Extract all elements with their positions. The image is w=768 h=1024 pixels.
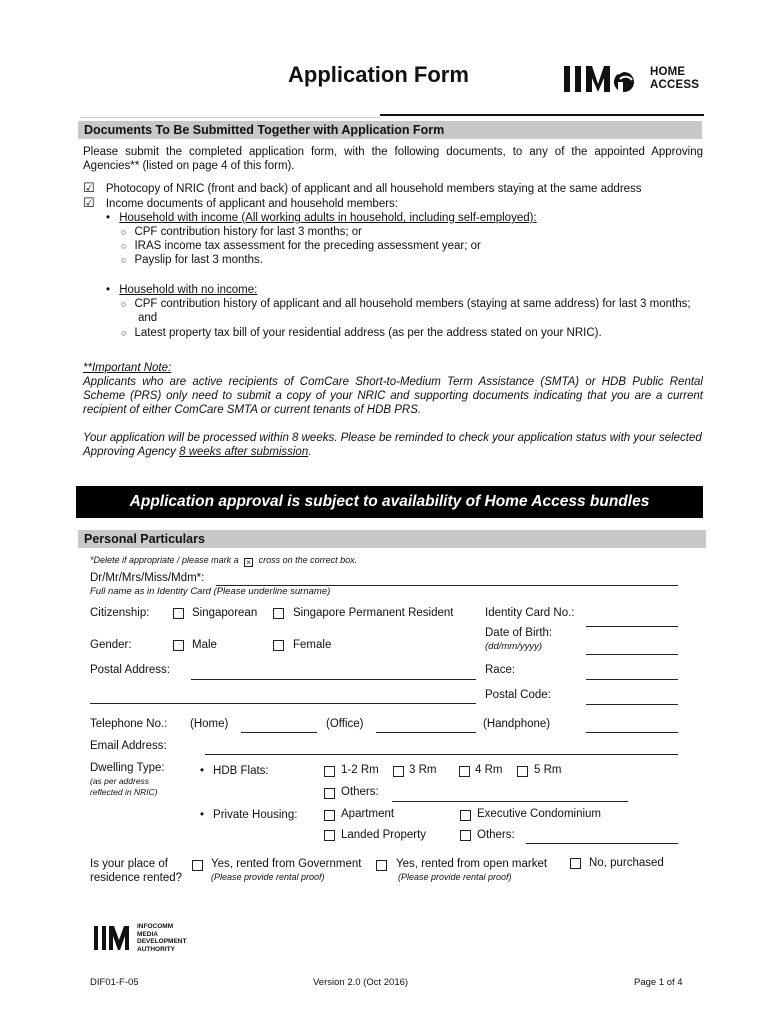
postal-address-label: Postal Address: xyxy=(90,664,170,676)
bullet-icon: • xyxy=(106,212,111,224)
hdb-4rm-label: 4 Rm xyxy=(475,764,503,776)
rental-proof-hint-2: (Please provide rental proof) xyxy=(398,872,512,882)
home-phone-label: (Home) xyxy=(190,718,229,730)
salutation-label: Dr/Mr/Mrs/Miss/Mdm*: xyxy=(90,572,205,584)
private-ec-checkbox[interactable] xyxy=(460,810,471,821)
postal-address-input-2[interactable] xyxy=(90,703,476,704)
hdb-3rm-checkbox[interactable] xyxy=(393,766,404,777)
cross-box-icon: × xyxy=(244,558,253,567)
handphone-input[interactable] xyxy=(586,732,678,733)
citizenship-label: Citizenship: xyxy=(90,607,150,619)
private-apartment-checkbox[interactable] xyxy=(324,810,335,821)
identity-card-input[interactable] xyxy=(586,626,678,627)
rented-government-label: Yes, rented from Government xyxy=(211,858,362,870)
title-divider-thin xyxy=(80,117,380,118)
dob-input[interactable] xyxy=(586,654,678,655)
important-note: **Important Note: Applicants who are active recipients of ComCare Short-to-Medium Term Assistance (SMTA) or HDB Public Rental Scheme (PRS) only need to submit a copy of your NRIC and supporting documents indicating that you are a current recipient of either ComCare SMTA or current tenants of HDB PRS. xyxy=(83,362,703,416)
imda-icon xyxy=(93,924,135,952)
bullet-icon: • xyxy=(200,765,205,777)
hdb-others-label: Others: xyxy=(341,786,379,798)
with-income-list xyxy=(121,225,481,267)
circle-bullet-icon: ○ xyxy=(121,241,127,251)
citizenship-pr-label: Singapore Permanent Resident xyxy=(293,607,454,619)
circle-bullet-icon: ○ xyxy=(121,255,127,265)
telephone-label: Telephone No.: xyxy=(90,718,168,730)
hdb-others-checkbox[interactable] xyxy=(324,788,335,799)
gender-male-label: Male xyxy=(192,639,217,651)
list-item: ○ IRAS income tax assessment for the preceding assessment year; or xyxy=(121,240,481,252)
dwelling-hint: (as per address reflected in NRIC) xyxy=(90,776,158,797)
private-ec-label: Executive Condominium xyxy=(477,808,602,820)
check-item-income: ☑ Income documents of applicant and household members: xyxy=(83,195,399,210)
rental-proof-hint-1: (Please provide rental proof) xyxy=(211,872,325,882)
household-no-income: • Household with no income: xyxy=(106,284,258,296)
bullet-icon: • xyxy=(106,284,111,296)
private-others-input[interactable] xyxy=(526,843,678,844)
private-others-checkbox[interactable] xyxy=(460,830,471,841)
no-income-list: ○ CPF contribution history of applicant and all household members (staying at same address) for last 3 months; and ○ Latest property tax bill of your residential address (as per the address stated on your NRIC). xyxy=(121,297,706,340)
gender-male-checkbox[interactable] xyxy=(173,640,184,651)
identity-card-label: Identity Card No.: xyxy=(485,607,575,619)
citizenship-singaporean-label: Singaporean xyxy=(192,607,258,619)
availability-banner: Application approval is subject to availability of Home Access bundles xyxy=(76,486,703,518)
gender-label: Gender: xyxy=(90,639,132,651)
no-purchased-checkbox[interactable] xyxy=(570,858,581,869)
postal-code-input[interactable] xyxy=(586,704,678,705)
rented-open-market-checkbox[interactable] xyxy=(376,860,387,871)
gender-female-label: Female xyxy=(293,639,332,651)
page-number: Page 1 of 4 xyxy=(634,977,683,988)
private-landed-label: Landed Property xyxy=(341,829,427,841)
imda-logo-text: INFOCOMM MEDIA DEVELOPMENT AUTHORITY xyxy=(137,923,187,953)
checked-box-icon: ☑ xyxy=(83,195,95,210)
list-item: ○ Payslip for last 3 months. xyxy=(121,254,263,266)
private-landed-checkbox[interactable] xyxy=(324,830,335,841)
processing-note: Your application will be processed within 8 weeks. Please be reminded to check your application status with your selected Approving Agency 8 weeks after submission. xyxy=(83,432,702,458)
no-purchased-label: No, purchased xyxy=(589,857,664,869)
hdb-1-2rm-label: 1-2 Rm xyxy=(341,764,379,776)
list-item: ○ CPF contribution history for last 3 months; or xyxy=(121,226,362,238)
email-input[interactable] xyxy=(205,754,678,755)
dob-hint: (dd/mm/yyyy) xyxy=(485,641,542,652)
home-phone-input[interactable] xyxy=(241,732,317,733)
list-item: ○ Latest property tax bill of your residential address (as per the address stated on your NRIC). xyxy=(121,327,602,339)
hdb-5rm-label: 5 Rm xyxy=(534,764,562,776)
hdb-1-2rm-checkbox[interactable] xyxy=(324,766,335,777)
postal-code-label: Postal Code: xyxy=(485,689,551,701)
dob-label: Date of Birth: xyxy=(485,627,553,639)
fullname-hint: Full name as in Identity Card (Please underline surname) xyxy=(90,586,331,597)
private-apartment-label: Apartment xyxy=(341,808,395,820)
check-item-nric: ☑ Photocopy of NRIC (front and back) of applicant and all household members staying at the same address xyxy=(83,180,642,195)
citizenship-pr-checkbox[interactable] xyxy=(273,608,284,619)
home-access-logo xyxy=(562,62,702,96)
circle-bullet-icon: ○ xyxy=(121,227,127,237)
circle-bullet-icon: ○ xyxy=(121,328,127,338)
private-housing-label: • Private Housing: xyxy=(200,809,298,821)
race-label: Race: xyxy=(485,664,516,676)
gender-female-checkbox[interactable] xyxy=(273,640,284,651)
form-code: DIF01-F-05 xyxy=(90,977,139,988)
private-others-label: Others: xyxy=(477,829,515,841)
bullet-icon: • xyxy=(200,809,205,821)
delete-note: *Delete if appropriate / please mark a × cross on the correct box. xyxy=(90,555,358,567)
documents-intro: Please submit the completed application form, with the following documents, to any of the appointed Approving Agencies** (listed on page 4 of this form). xyxy=(83,146,703,172)
hdb-5rm-checkbox[interactable] xyxy=(517,766,528,777)
rented-question: Is your place of residence rented? xyxy=(90,858,183,884)
office-phone-input[interactable] xyxy=(376,732,476,733)
form-version: Version 2.0 (Oct 2016) xyxy=(313,977,409,988)
documents-heading: Documents To Be Submitted Together with Application Form xyxy=(78,121,702,139)
hdb-flats-label: • HDB Flats: xyxy=(200,765,269,777)
citizenship-singaporean-checkbox[interactable] xyxy=(173,608,184,619)
postal-address-input-1[interactable] xyxy=(191,679,476,680)
imda-mark-icon xyxy=(562,62,648,96)
title-divider xyxy=(380,114,704,116)
hdb-3rm-label: 3 Rm xyxy=(409,764,437,776)
checked-box-icon: ☑ xyxy=(83,180,95,195)
imda-footer-logo xyxy=(93,922,203,954)
office-phone-label: (Office) xyxy=(326,718,364,730)
rented-government-checkbox[interactable] xyxy=(192,860,203,871)
email-label: Email Address: xyxy=(90,740,167,752)
handphone-label: (Handphone) xyxy=(483,718,551,730)
personal-particulars-heading: Personal Particulars xyxy=(78,530,706,548)
list-item: ○ CPF contribution history of applicant and all household members (staying at same address) for last 3 months; xyxy=(121,298,691,310)
dwelling-type-label: Dwelling Type: xyxy=(90,762,165,774)
logo-text: HOME ACCESS xyxy=(650,66,700,91)
circle-bullet-icon: ○ xyxy=(121,299,127,309)
household-with-income: • Household with income (All working adults in household, including self-employed): xyxy=(106,212,537,224)
hdb-4rm-checkbox[interactable] xyxy=(459,766,470,777)
page-title: Application Form xyxy=(288,62,469,87)
rented-open-market-label: Yes, rented from open market xyxy=(396,858,548,870)
race-input[interactable] xyxy=(586,679,678,680)
hdb-others-input[interactable] xyxy=(392,801,628,802)
